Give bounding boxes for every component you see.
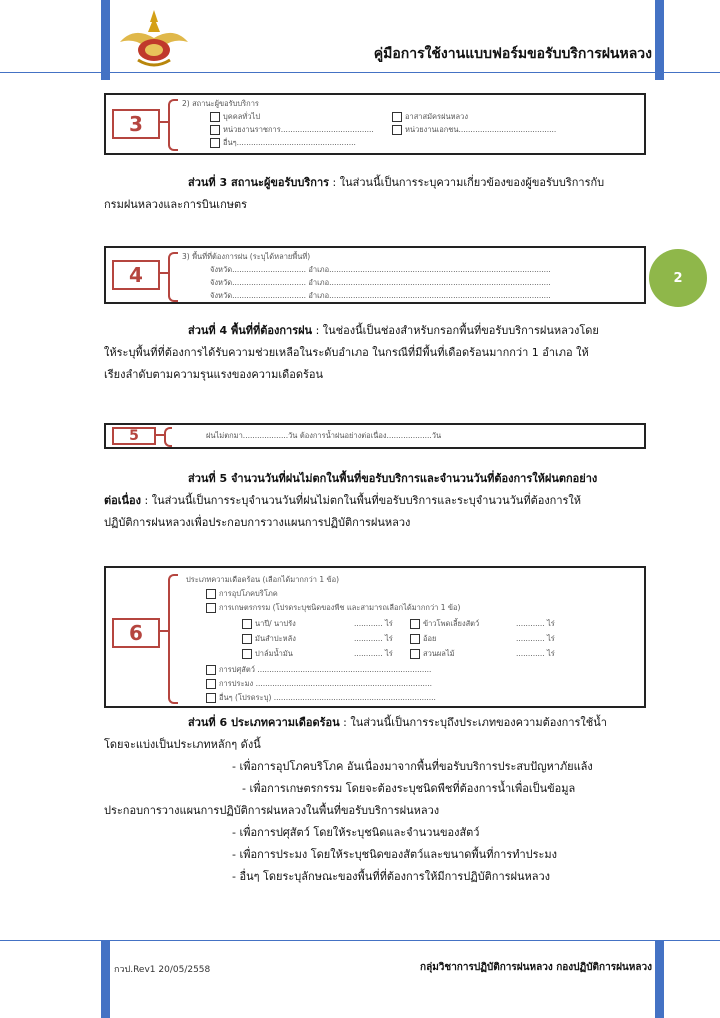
brace [168, 252, 178, 302]
hardship-heading: ประเภทความเดือดร้อน (เลือกได้มากกว่า 1 ข้อ) [186, 575, 340, 584]
section-number-box: 4 [112, 260, 160, 290]
checkbox[interactable] [242, 619, 252, 629]
status-option: อื่นๆ.................................................. [210, 137, 356, 149]
bullet-continuation [104, 800, 650, 822]
paragraph-text: : ในช่องนี้เป็นช่องสำหรับกรอกพื้นที่ขอรับบริการฝนหลวงโดย [312, 324, 599, 337]
checkbox[interactable] [206, 679, 216, 689]
paragraph-text: : ในส่วนนี้เป็นการระบุจำนวนวันที่ฝนไม่ตกในพื้นที่ขอรับบริการและระบุจำนวนวันที่ต้องการให้ [141, 494, 582, 507]
crop-option: มันสำปะหลัง [242, 633, 296, 645]
section-3-title: ส่วนที่ 3 สถานะผู้ขอรับบริการ [188, 176, 330, 189]
checkbox[interactable] [206, 665, 216, 675]
hardship-option: การปศุสัตว์ ......................................................................... [206, 664, 431, 676]
section-5-title: ส่วนที่ 5 จำนวนวันที่ฝนไม่ตกในพื้นที่ขอรับบริการและจำนวนวันที่ต้องการให้ฝนตกอย่าง [188, 472, 598, 485]
header-left-bar [101, 0, 110, 80]
section-4-description [104, 320, 650, 386]
rain-days-row: ฝนไม่ตกมา...................วัน ต้องการน้ำฝนอย่างต่อเนื่อง...................วัน [206, 431, 442, 440]
status-heading: 2) สถานะผู้ขอรับบริการ [182, 99, 259, 108]
form-snippet-section-4 [104, 246, 646, 304]
checkbox[interactable] [392, 125, 402, 135]
status-option: หน่วยงานราชการ....................................... [210, 124, 374, 136]
section-6-title: ส่วนที่ 6 ประเภทความเดือดร้อน [188, 716, 340, 729]
brace-tick [158, 630, 168, 632]
crop-option: สวนผลไม้ [410, 648, 455, 660]
brace [168, 574, 178, 704]
area-heading: 3) พื้นที่ที่ต้องการฝน (ระบุได้หลายพื้นที่) [182, 252, 311, 261]
province-district-row: จังหวัด............................... อำเภอ............................................................................................. [210, 291, 551, 300]
footer-right-bar [655, 940, 664, 1018]
checkbox[interactable] [206, 693, 216, 703]
section-5-title-cont: ต่อเนื่อง [104, 494, 142, 507]
bullet-item: - เพื่อการปศุสัตว์ โดยให้ระบุชนิดและจำนวนของสัตว์ [232, 826, 480, 839]
section-4-title: ส่วนที่ 4 พื้นที่ที่ต้องการฝน [188, 324, 313, 337]
form-snippet-section-6 [104, 566, 646, 708]
department-label: กลุ่มวิชาการปฏิบัติการฝนหลวง กองปฏิบัติการฝนหลวง [420, 962, 652, 973]
form-snippet-section-3 [104, 93, 646, 155]
page-number-badge: 2 [649, 249, 707, 307]
section-number-box: 3 [112, 109, 160, 139]
brace [168, 99, 178, 151]
section-number-box: 5 [112, 427, 156, 445]
paragraph-text: : ในส่วนนี้เป็นการระบุความเกี่ยวข้องของผู้ขอรับบริการกับ [329, 176, 605, 189]
crop-rai-field: ............ ไร่ [516, 634, 555, 643]
status-option: อาสาสมัครฝนหลวง [392, 111, 468, 123]
paragraph-text: ปฏิบัติการฝนหลวงเพื่อประกอบการวางแผนการปฏิบัติการฝนหลวง [104, 516, 411, 529]
crop-rai-field: ............ ไร่ [516, 649, 555, 658]
section-5-description [104, 468, 650, 534]
header-right-bar [655, 0, 664, 80]
checkbox[interactable] [410, 649, 420, 659]
checkbox[interactable] [210, 125, 220, 135]
checkbox[interactable] [210, 112, 220, 122]
bullet-item: - เพื่อการประมง โดยให้ระบุชนิดของสัตว์และขนาดพื้นที่การทำประมง [232, 848, 558, 861]
brace-tick [158, 121, 168, 123]
paragraph-text: โดยจะแบ่งเป็นประเภทหลักๆ ดังนี้ [104, 738, 261, 751]
document-title: คู่มือการใช้งานแบบฟอร์มขอรับบริการฝนหลวง [373, 46, 652, 62]
province-district-row: จังหวัด............................... อำเภอ............................................................................................. [210, 265, 551, 274]
paragraph-text: เรียงลำดับตามความรุนแรงของความเดือดร้อน [104, 368, 324, 381]
hardship-option: การอุปโภคบริโภค [206, 588, 278, 600]
paragraph-text: ให้ระบุพื้นที่ที่ต้องการได้รับความช่วยเหลือในระดับอำเภอ ในกรณีที่มีพื้นที่เดือดร้อนมากกว่า 1 อำเภอ ให้ [104, 346, 589, 359]
footer-rule [0, 940, 720, 941]
province-district-row: จังหวัด............................... อำเภอ............................................................................................. [210, 278, 551, 287]
section-3-description [104, 172, 650, 216]
bullet-item: - อื่นๆ โดยระบุลักษณะของพื้นที่ที่ต้องการให้มีการปฏิบัติการฝนหลวง [232, 870, 551, 883]
hardship-option: อื่นๆ (โปรดระบุ) .................................................................... [206, 692, 436, 704]
bullet-item: - เพื่อการอุปโภคบริโภค อันเนื่องมาจากพื้นที่ขอรับบริการประสบปัญหาภัยแล้ง [232, 760, 593, 773]
crop-option: ข้าวโพดเลี้ยงสัตว์ [410, 618, 479, 630]
checkbox[interactable] [410, 619, 420, 629]
crop-rai-field: ............ ไร่ [354, 619, 393, 628]
checkbox[interactable] [410, 634, 420, 644]
section-number-box: 6 [112, 618, 160, 648]
checkbox[interactable] [392, 112, 402, 122]
header-rule [0, 72, 720, 73]
revision-label: กวป.Rev1 20/05/2558 [114, 965, 211, 975]
hardship-option: การเกษตรกรรม (โปรดระบุชนิดของพืช และสามารถเลือกได้มากกว่า 1 ข้อ) [206, 602, 460, 614]
form-snippet-section-5 [104, 423, 646, 449]
paragraph-text: กรมฝนหลวงและการบินเกษตร [104, 198, 248, 211]
status-option: บุคคลทั่วไป [210, 111, 260, 123]
crop-rai-field: ............ ไร่ [516, 619, 555, 628]
brace-tick [154, 434, 164, 436]
crop-option: ปาล์มน้ำมัน [242, 648, 293, 660]
checkbox[interactable] [242, 649, 252, 659]
royal-rainmaking-emblem-icon [112, 8, 196, 72]
status-option: หน่วยงานเอกชน......................................... [392, 124, 556, 136]
crop-option: อ้อย [410, 633, 436, 645]
crop-option: นาปี/ นาปรัง [242, 618, 296, 630]
checkbox[interactable] [206, 603, 216, 613]
crop-rai-field: ............ ไร่ [354, 634, 393, 643]
bullet-item: - เพื่อการเกษตรกรรม โดยจะต้องระบุชนิดพืชที่ต้องการน้ำเพื่อเป็นข้อมูล [242, 782, 576, 795]
brace-tick [158, 272, 168, 274]
checkbox[interactable] [242, 634, 252, 644]
footer-left-bar [101, 940, 110, 1018]
checkbox[interactable] [210, 138, 220, 148]
brace [164, 427, 172, 447]
paragraph-text: ประกอบการวางแผนการปฏิบัติการฝนหลวงในพื้นที่ขอรับบริการฝนหลวง [104, 804, 440, 817]
hardship-option: การประมง .......................................................................... [206, 678, 432, 690]
paragraph-text: : ในส่วนนี้เป็นการระบุถึงประเภทของความต้องการใช้น้ำ [339, 716, 607, 729]
crop-rai-field: ............ ไร่ [354, 649, 393, 658]
section-6-description [104, 712, 650, 756]
checkbox[interactable] [206, 589, 216, 599]
